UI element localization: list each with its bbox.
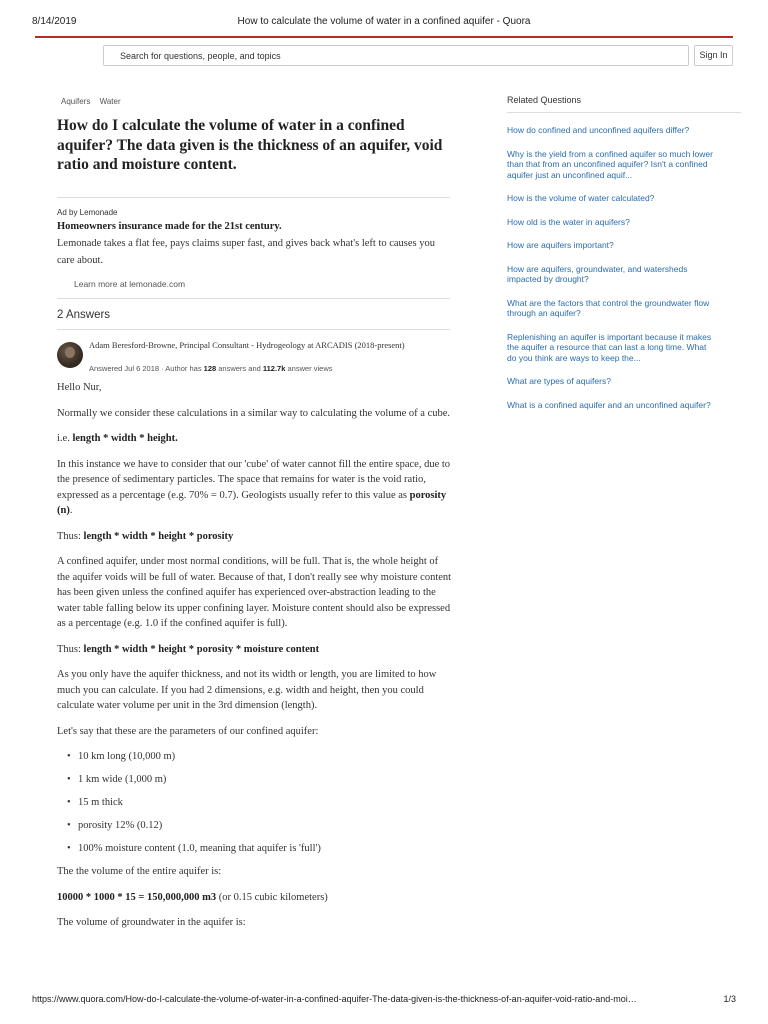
- divider: [57, 197, 450, 198]
- answer-meta: Answered Jul 6 2018 · Author has 128 answers and 112.7k answer views: [89, 364, 333, 373]
- print-title: How to calculate the volume of water in a confined aquifer - Quora: [237, 16, 531, 27]
- answer-paragraph: As you only have the aquifer thickness, and not its width or length, you are limited to how much you can calculate. If you had 2 dimensions, e.g. width and height, then you could calculate water volume per unit in the 3rd dimension (length).: [57, 669, 437, 711]
- topic-aquifers[interactable]: Aquifers: [61, 97, 91, 106]
- list-item: • porosity 12% (0.12): [67, 818, 452, 834]
- answer-paragraph: Thus: length * width * height * porosity: [57, 530, 234, 542]
- related-question-link[interactable]: What are types of aquifers?: [507, 376, 611, 386]
- header-accent-line: [35, 36, 733, 38]
- answer-paragraph: Let's say that these are the parameters of our confined aquifer:: [57, 725, 319, 737]
- answer-paragraph: Thus: length * width * height * porosity * moisture content: [57, 643, 320, 655]
- topic-list: [61, 97, 128, 106]
- answer-paragraph: 10000 * 1000 * 15 = 150,000,000 m3 (or 0.15 cubic kilometers): [57, 891, 328, 903]
- related-question-link[interactable]: What are the factors that control the groundwater flow through an aquifer?: [507, 297, 710, 318]
- related-question-link[interactable]: What is a confined aquifer and an unconfined aquifer?: [507, 399, 711, 410]
- parameter-list: [67, 749, 452, 857]
- topic-water[interactable]: Water: [99, 97, 121, 106]
- ad-learn-more-link[interactable]: Learn more at lemonade.com: [74, 279, 186, 289]
- answers-count: 2 Answers: [57, 309, 111, 321]
- related-question-link[interactable]: How are aquifers, groundwater, and watersheds impacted by drought?: [507, 263, 688, 284]
- search-input[interactable]: Search for questions, people, and topics: [103, 45, 689, 66]
- answer-paragraph: i.e. length * width * height.: [57, 433, 178, 444]
- list-item: • 10 km long (10,000 m): [67, 749, 452, 765]
- sign-in-button[interactable]: Sign In: [694, 45, 733, 66]
- related-question-link[interactable]: Replenishing an aquifer is important because it makes the aquifer a resource that can last a long time. What do you think are ways to keep the...: [507, 331, 712, 363]
- answer-body: [57, 380, 452, 941]
- related-questions-list: [507, 125, 717, 423]
- print-url: https://www.quora.com/How-do-I-calculate-the-volume-of-water-in-a-confined-aquifer-The-data-given-is-the-thickness-of-an-aquifer-void-ratio-and-moi…: [32, 994, 637, 1004]
- answer-paragraph: Hello Nur,: [57, 382, 102, 393]
- answer-paragraph: A confined aquifer, under most normal conditions, will be full. That is, the whole height of the aquifer voids will be full of water. Because of that, I don't really see why moisture content has been given unless the confined aquifer has experienced over-abstraction leading to the water table falling below its upper confining layer. Moisture content should also be expressed as a percentage (e.g. 1.0 if the confined aquifer is full).: [57, 556, 452, 629]
- list-item: • 1 km wide (1,000 m): [67, 772, 452, 788]
- answer-paragraph: The the volume of the entire aquifer is:: [57, 866, 222, 877]
- divider: [57, 329, 450, 330]
- related-question-link[interactable]: Why is the yield from a confined aquifer so much lower than that from an unconfined aquifer? Isn't a confined aquifer just an unconfined aquif...: [507, 148, 713, 180]
- ad-label: Ad by Lemonade: [57, 208, 118, 217]
- list-item: • 100% moisture content (1.0, meaning that aquifer is 'full'): [67, 841, 452, 857]
- answer-paragraph: Normally we consider these calculations in a similar way to calculating the volume of a cube.: [57, 407, 451, 419]
- ad-body: Lemonade takes a flat fee, pays claims super fast, and gives back what's left to causes you care about.: [57, 238, 436, 266]
- divider: [57, 298, 450, 299]
- print-date: 8/14/2019: [32, 16, 77, 27]
- related-question-link[interactable]: How are aquifers important?: [507, 240, 614, 250]
- question-title: How do I calculate the volume of water in a confined aquifer? The data given is the thickness of an aquifer, void ratio and moisture content.: [57, 117, 443, 173]
- ad-headline[interactable]: Homeowners insurance made for the 21st century.: [57, 221, 282, 232]
- print-footer: [32, 994, 736, 1008]
- print-header: [32, 16, 736, 30]
- answer-paragraph: In this instance we have to consider that our 'cube' of water cannot fill the entire space, due to the presence of sedimentary particles. The space that remains for water is the void ratio, expressed as a percentage (e.g. 70% = 0.7). Geologists usually refer to this value as porosity (n).: [57, 458, 451, 516]
- author-credential[interactable]: Adam Beresford-Browne, Principal Consultant - Hydrogeology at ARCADIS (2018-present): [89, 340, 405, 350]
- avatar[interactable]: [57, 342, 83, 368]
- author-view-count: 112.7k: [262, 364, 286, 373]
- related-question-link[interactable]: How old is the water in aquifers?: [507, 216, 630, 227]
- answer-paragraph: The volume of groundwater in the aquifer is:: [57, 917, 246, 928]
- related-question-link[interactable]: How do confined and unconfined aquifers differ?: [507, 125, 690, 135]
- related-questions-title: Related Questions: [507, 95, 582, 105]
- page-number: 1/3: [723, 994, 736, 1004]
- list-item: • 15 m thick: [67, 795, 452, 811]
- author-answer-count: 128: [203, 364, 217, 373]
- divider: [507, 112, 741, 113]
- related-question-link[interactable]: How is the volume of water calculated?: [507, 193, 655, 203]
